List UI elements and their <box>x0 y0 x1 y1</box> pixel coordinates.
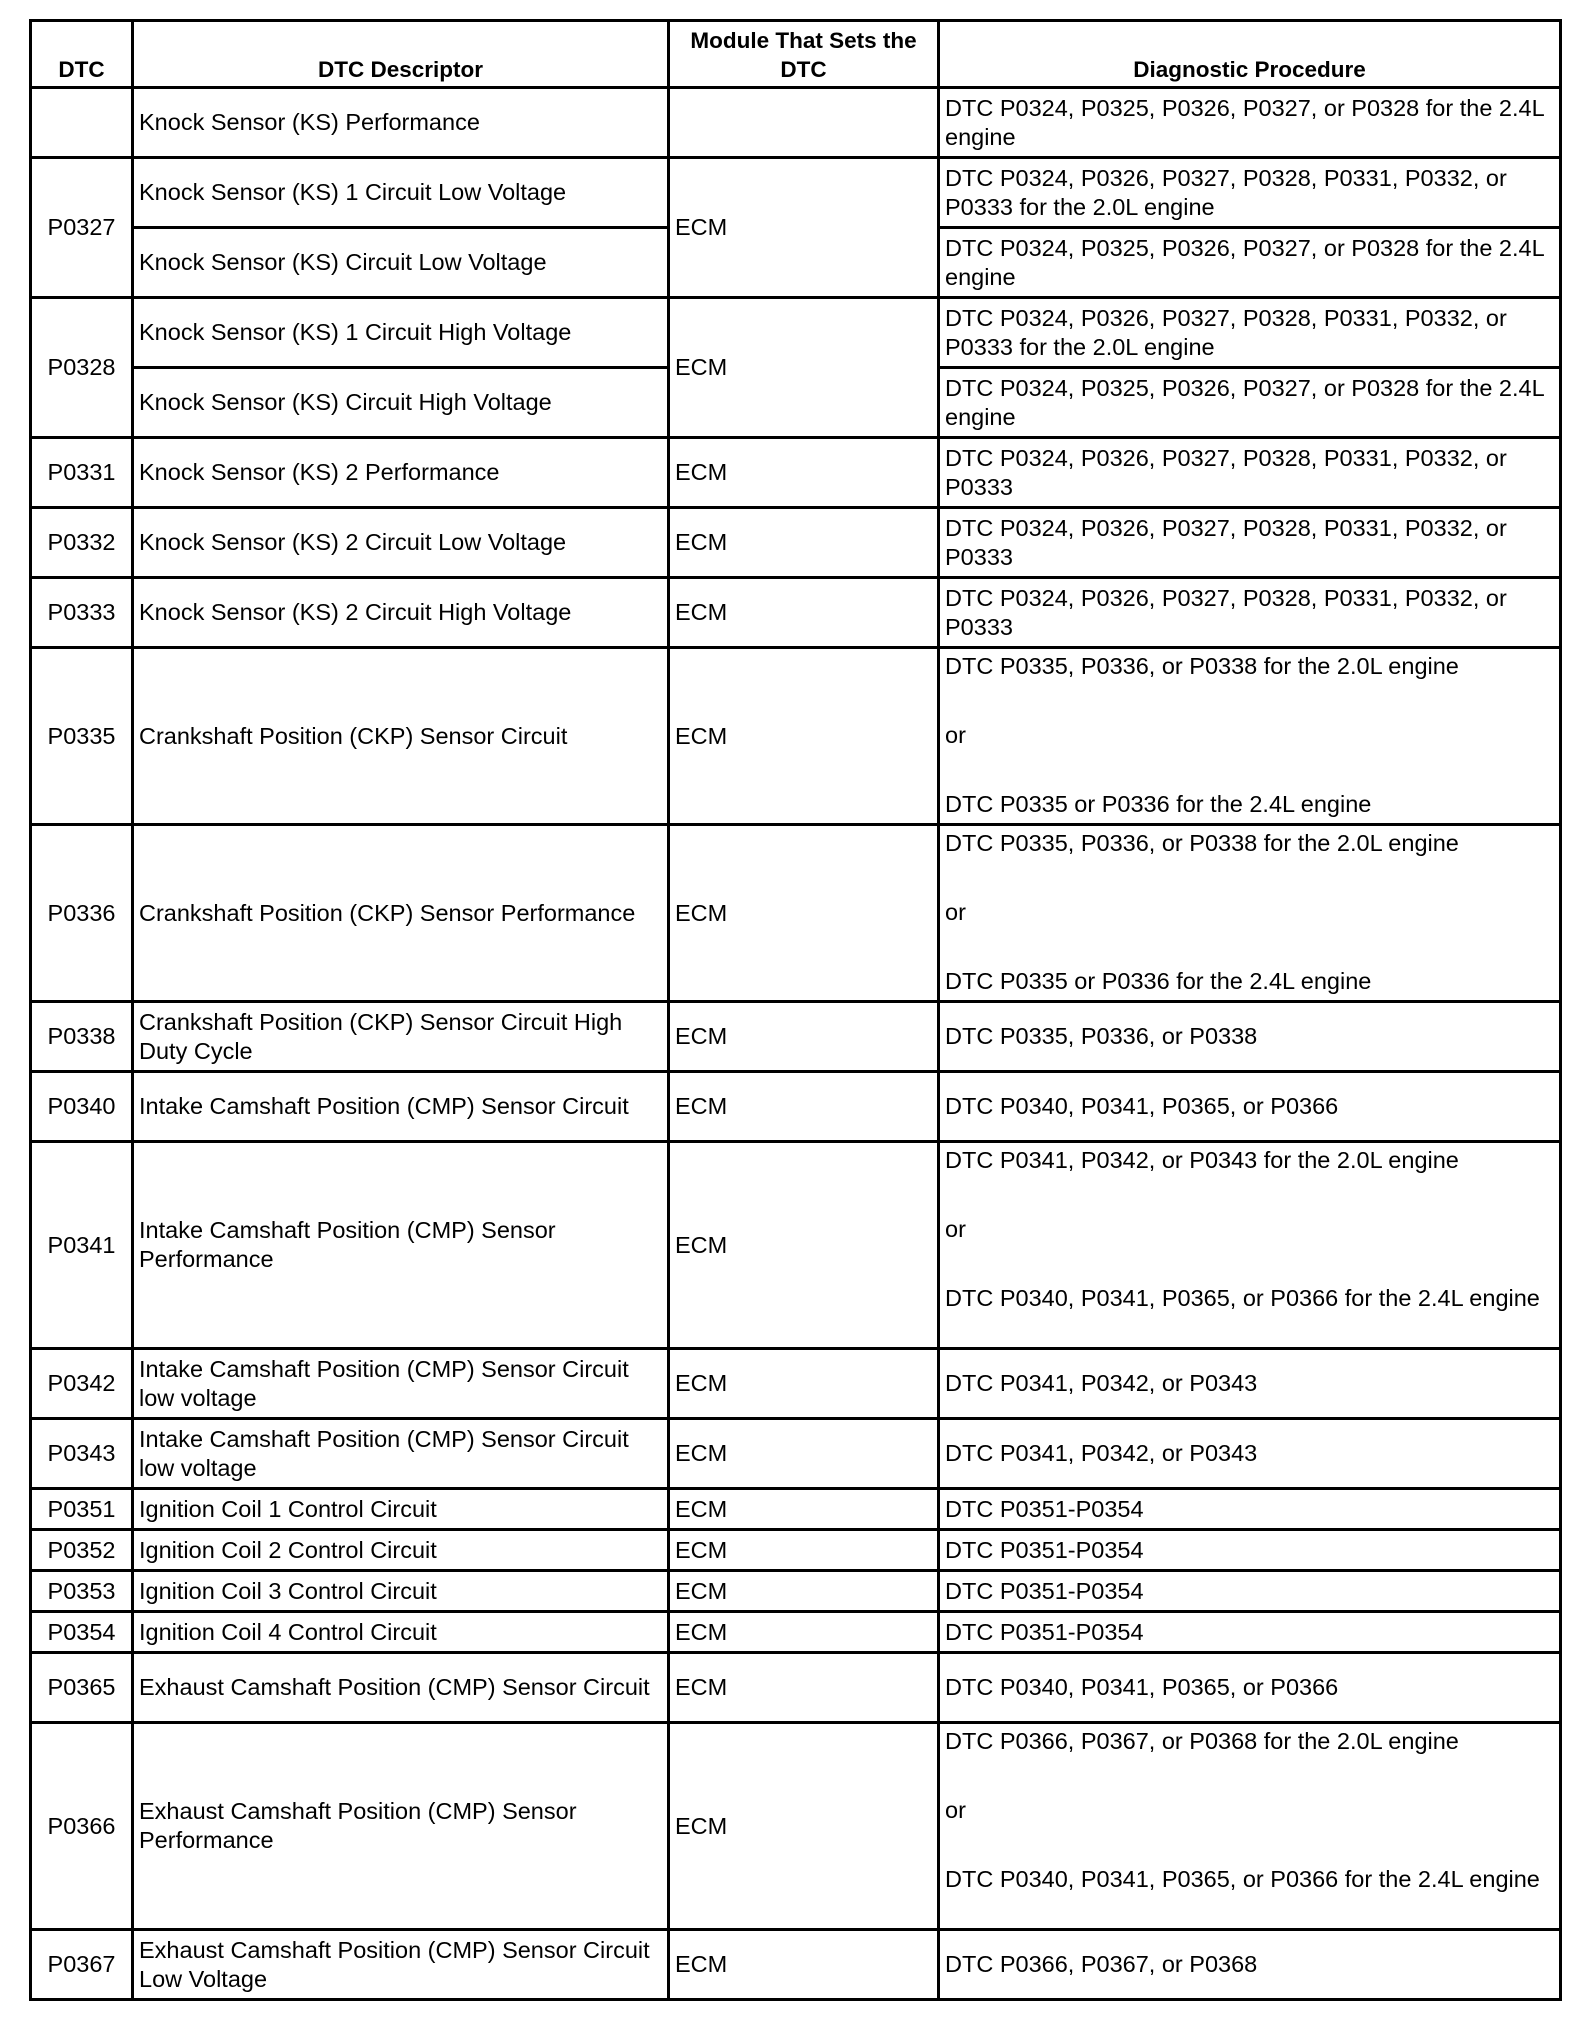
dtc-descriptor: Ignition Coil 1 Control Circuit <box>133 1489 669 1530</box>
dtc-code: P0341 <box>31 1142 133 1349</box>
table-row <box>31 1653 1561 1723</box>
dtc-module: ECM <box>669 825 939 1002</box>
dtc-code: P0335 <box>31 648 133 825</box>
table-row <box>31 1723 1561 1930</box>
procedure-line: DTC P0351-P0354 <box>945 1577 1144 1604</box>
table-row <box>31 578 1561 648</box>
dtc-module: ECM <box>669 1002 939 1072</box>
dtc-code: P0343 <box>31 1419 133 1489</box>
dtc-descriptor: Intake Camshaft Position (CMP) Sensor Circuit low voltage <box>133 1419 669 1489</box>
procedure-or: or <box>945 899 966 925</box>
dtc-module: ECM <box>669 1612 939 1653</box>
dtc-descriptor: Knock Sensor (KS) 1 Circuit High Voltage <box>133 298 669 368</box>
dtc-module: ECM <box>669 1653 939 1723</box>
dtc-code: P0340 <box>31 1072 133 1142</box>
header-dtc: DTC <box>31 21 133 88</box>
dtc-module: ECM <box>669 1571 939 1612</box>
procedure-line: DTC P0340, P0341, P0365, or P0366 for the 2.4L engine <box>945 1866 1540 1892</box>
dtc-descriptor: Intake Camshaft Position (CMP) Sensor Circuit low voltage <box>133 1349 669 1419</box>
procedure-line: DTC P0324, P0325, P0326, P0327, or P0328 for the 2.4L engine <box>945 234 1544 290</box>
procedure-line: DTC P0366, P0367, or P0368 <box>945 1951 1258 1977</box>
dtc-module: ECM <box>669 1530 939 1571</box>
dtc-table <box>29 19 1562 2001</box>
procedure-line: DTC P0351-P0354 <box>945 1618 1144 1645</box>
dtc-module: ECM <box>669 508 939 578</box>
dtc-procedure <box>939 1002 1561 1072</box>
table-row <box>31 1349 1561 1419</box>
dtc-procedure <box>939 1419 1561 1489</box>
dtc-descriptor: Knock Sensor (KS) Circuit Low Voltage <box>133 228 669 298</box>
dtc-module: ECM <box>669 578 939 648</box>
dtc-descriptor: Knock Sensor (KS) Circuit High Voltage <box>133 368 669 438</box>
procedure-line: DTC P0324, P0325, P0326, P0327, or P0328 for the 2.4L engine <box>945 374 1544 430</box>
procedure-line: DTC P0335 or P0336 for the 2.4L engine <box>945 791 1372 817</box>
dtc-procedure <box>939 1142 1561 1349</box>
dtc-code: P0327 <box>31 158 133 298</box>
table-row <box>31 825 1561 1002</box>
table-row <box>31 648 1561 825</box>
dtc-descriptor: Crankshaft Position (CKP) Sensor Circuit <box>133 648 669 825</box>
dtc-procedure <box>939 1072 1561 1142</box>
dtc-code: P0351 <box>31 1489 133 1530</box>
dtc-descriptor: Exhaust Camshaft Position (CMP) Sensor Circuit <box>133 1653 669 1723</box>
procedure-line: DTC P0340, P0341, P0365, or P0366 <box>945 1093 1339 1119</box>
dtc-module: ECM <box>669 1419 939 1489</box>
table-row <box>31 88 1561 158</box>
procedure-line: DTC P0341, P0342, or P0343 <box>945 1370 1258 1396</box>
dtc-procedure <box>939 158 1561 228</box>
dtc-descriptor: Exhaust Camshaft Position (CMP) Sensor Performance <box>133 1723 669 1930</box>
dtc-procedure <box>939 1349 1561 1419</box>
dtc-descriptor: Ignition Coil 3 Control Circuit <box>133 1571 669 1612</box>
table-row <box>31 1930 1561 2000</box>
dtc-procedure <box>939 825 1561 1002</box>
dtc-procedure <box>939 228 1561 298</box>
procedure-line: DTC P0351-P0354 <box>945 1495 1144 1522</box>
dtc-descriptor: Intake Camshaft Position (CMP) Sensor Performance <box>133 1142 669 1349</box>
dtc-procedure <box>939 508 1561 578</box>
dtc-descriptor: Knock Sensor (KS) 2 Circuit Low Voltage <box>133 508 669 578</box>
header-module: Module That Sets the DTC <box>669 21 939 88</box>
procedure-line: DTC P0366, P0367, or P0368 for the 2.0L engine <box>945 1728 1459 1754</box>
dtc-code: P0331 <box>31 438 133 508</box>
dtc-procedure <box>939 1571 1561 1612</box>
dtc-descriptor: Crankshaft Position (CKP) Sensor Performance <box>133 825 669 1002</box>
dtc-code: P0354 <box>31 1612 133 1653</box>
procedure-line: DTC P0335, P0336, or P0338 <box>945 1023 1258 1049</box>
dtc-module: ECM <box>669 438 939 508</box>
dtc-code: P0332 <box>31 508 133 578</box>
dtc-procedure <box>939 88 1561 158</box>
dtc-code <box>31 88 133 158</box>
dtc-module: ECM <box>669 1142 939 1349</box>
procedure-line: DTC P0341, P0342, or P0343 <box>945 1440 1258 1466</box>
dtc-procedure <box>939 1530 1561 1571</box>
dtc-descriptor: Intake Camshaft Position (CMP) Sensor Circuit <box>133 1072 669 1142</box>
dtc-procedure <box>939 368 1561 438</box>
procedure-or: or <box>945 1797 966 1823</box>
procedure-line: DTC P0324, P0326, P0327, P0328, P0331, P0332, or P0333 for the 2.0L engine <box>945 164 1507 220</box>
procedure-line: DTC P0324, P0326, P0327, P0328, P0331, P0332, or P0333 <box>945 444 1507 500</box>
dtc-descriptor: Knock Sensor (KS) 2 Performance <box>133 438 669 508</box>
table-row <box>31 1419 1561 1489</box>
table-row <box>31 1142 1561 1349</box>
table-row <box>31 508 1561 578</box>
header-row <box>31 21 1561 88</box>
dtc-code: P0367 <box>31 1930 133 2000</box>
dtc-code: P0352 <box>31 1530 133 1571</box>
procedure-line: DTC P0340, P0341, P0365, or P0366 for the 2.4L engine <box>945 1285 1540 1311</box>
procedure-line: DTC P0324, P0326, P0327, P0328, P0331, P0332, or P0333 for the 2.0L engine <box>945 304 1507 360</box>
dtc-code: P0328 <box>31 298 133 438</box>
dtc-procedure <box>939 578 1561 648</box>
table-row <box>31 158 1561 228</box>
dtc-descriptor: Ignition Coil 2 Control Circuit <box>133 1530 669 1571</box>
dtc-code: P0333 <box>31 578 133 648</box>
dtc-module: ECM <box>669 1349 939 1419</box>
procedure-line: DTC P0324, P0326, P0327, P0328, P0331, P0332, or P0333 <box>945 514 1507 570</box>
procedure-line: DTC P0351-P0354 <box>945 1536 1144 1563</box>
dtc-code: P0353 <box>31 1571 133 1612</box>
dtc-module: ECM <box>669 648 939 825</box>
table-row <box>31 438 1561 508</box>
table-row <box>31 1002 1561 1072</box>
dtc-procedure <box>939 1723 1561 1930</box>
dtc-procedure <box>939 1612 1561 1653</box>
header-procedure: Diagnostic Procedure <box>939 21 1561 88</box>
dtc-descriptor: Knock Sensor (KS) 1 Circuit Low Voltage <box>133 158 669 228</box>
procedure-line: DTC P0324, P0325, P0326, P0327, or P0328 for the 2.4L engine <box>945 94 1544 150</box>
procedure-line: DTC P0324, P0326, P0327, P0328, P0331, P0332, or P0333 <box>945 584 1507 640</box>
table-row <box>31 1489 1561 1530</box>
procedure-line: DTC P0335 or P0336 for the 2.4L engine <box>945 968 1372 994</box>
procedure-line: DTC P0335, P0336, or P0338 for the 2.0L engine <box>945 653 1459 679</box>
dtc-module: ECM <box>669 158 939 298</box>
dtc-procedure <box>939 438 1561 508</box>
procedure-line: DTC P0341, P0342, or P0343 for the 2.0L engine <box>945 1147 1459 1173</box>
dtc-code: P0342 <box>31 1349 133 1419</box>
dtc-code: P0366 <box>31 1723 133 1930</box>
dtc-code: P0336 <box>31 825 133 1002</box>
dtc-procedure <box>939 1653 1561 1723</box>
dtc-module: ECM <box>669 1072 939 1142</box>
dtc-procedure <box>939 648 1561 825</box>
table-row <box>31 1571 1561 1612</box>
dtc-descriptor: Knock Sensor (KS) 2 Circuit High Voltage <box>133 578 669 648</box>
dtc-code: P0365 <box>31 1653 133 1723</box>
dtc-module: ECM <box>669 298 939 438</box>
dtc-module: ECM <box>669 1930 939 2000</box>
dtc-descriptor: Ignition Coil 4 Control Circuit <box>133 1612 669 1653</box>
dtc-module: ECM <box>669 1723 939 1930</box>
dtc-descriptor: Exhaust Camshaft Position (CMP) Sensor Circuit Low Voltage <box>133 1930 669 2000</box>
table-row <box>31 298 1561 368</box>
table-row <box>31 1530 1561 1571</box>
dtc-descriptor: Crankshaft Position (CKP) Sensor Circuit High Duty Cycle <box>133 1002 669 1072</box>
header-descriptor: DTC Descriptor <box>133 21 669 88</box>
dtc-code: P0338 <box>31 1002 133 1072</box>
table-row <box>31 1612 1561 1653</box>
dtc-descriptor: Knock Sensor (KS) Performance <box>133 88 669 158</box>
procedure-or: or <box>945 1216 966 1242</box>
procedure-or: or <box>945 722 966 748</box>
procedure-line: DTC P0335, P0336, or P0338 for the 2.0L engine <box>945 830 1459 856</box>
dtc-procedure <box>939 1930 1561 2000</box>
procedure-line: DTC P0340, P0341, P0365, or P0366 <box>945 1674 1339 1700</box>
dtc-procedure <box>939 298 1561 368</box>
dtc-module: ECM <box>669 1489 939 1530</box>
table-row <box>31 1072 1561 1142</box>
dtc-procedure <box>939 1489 1561 1530</box>
dtc-module <box>669 88 939 158</box>
